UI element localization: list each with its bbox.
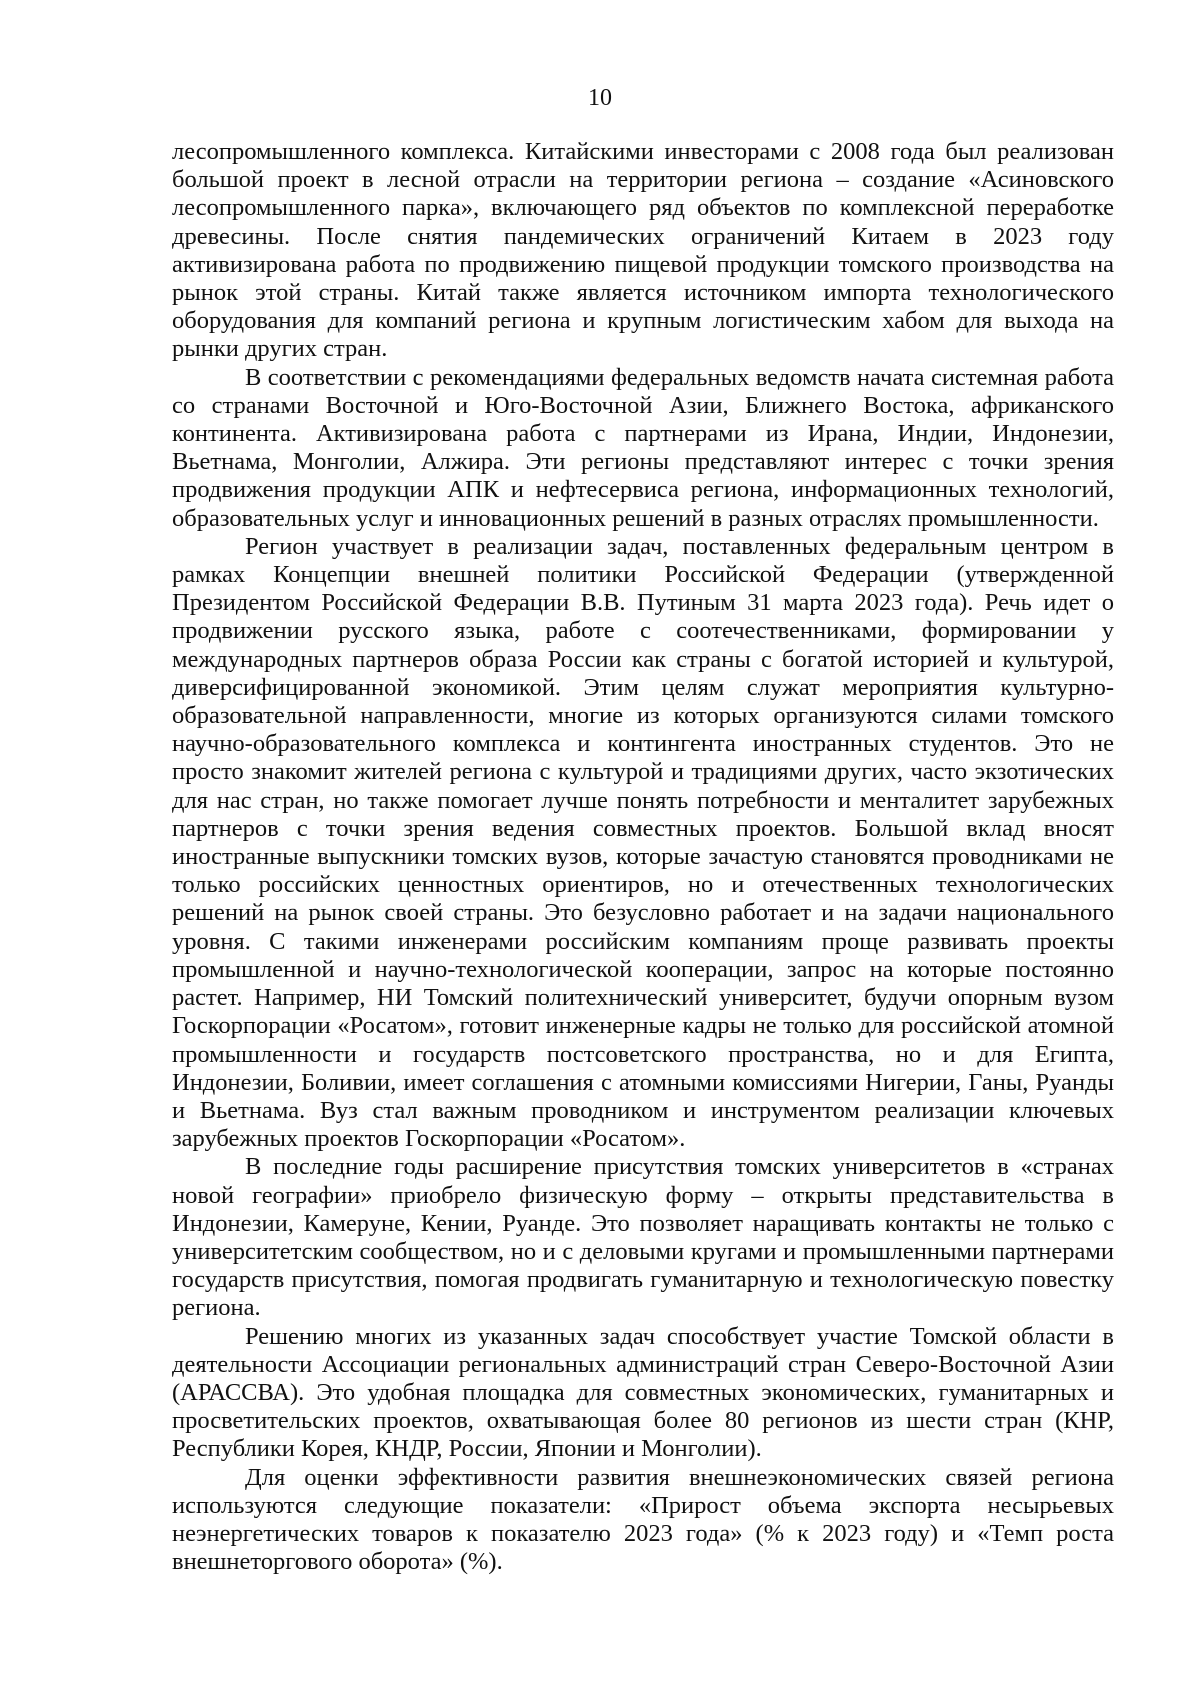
- page-number: 10: [588, 85, 612, 111]
- paragraph: Регион участвует в реализации задач, поставленных федеральным центром в рамках Концепции внешней политики Российской Федерации (утвержденной Президентом Российской Федерации В.В. Путиным 31 марта 2023 года). Речь идет о продвижении русского языка, работе с соотечественниками, формировании у международных партнеров образа России как страны с богатой историей и культурой, диверсифицированной экономикой. Этим целям служат мероприятия культурно-образовательной направленности, многие из которых организуются силами томского научно-образовательного комплекса и контингента иностранных студентов. Это не просто знакомит жителей региона с культурой и традициями других, часто экзотических для нас стран, но также помогает лучше понять потребности и менталитет зарубежных партнеров с точки зрения ведения совместных проектов. Большой вклад вносят иностранные выпускники томских вузов, которые зачастую становятся проводниками не только российских ценностных ориентиров, но и отечественных технологических решений на рынок своей страны. Это безусловно работает и на задачи национального уровня. С такими инженерами российским компаниям проще развивать проекты промышленной и научно-технологической кооперации, запрос на которые постоянно растет. Например, НИ Томский политехнический университет, будучи опорным вузом Госкорпорации «Росатом», готовит инженерные кадры не только для российской атомной промышленности и государств постсоветского пространства, но и для Египта, Индонезии, Боливии, имеет соглашения с атомными комиссиями Нигерии, Ганы, Руанды и Вьетнама. Вуз стал важным проводником и инструментом реализации ключевых зарубежных проектов Госкорпорации «Росатом».: [172, 532, 1114, 1153]
- paragraph-continuation: лесопромышленного комплекса. Китайскими инвесторами с 2008 года был реализован большой проект в лесной отрасли на территории региона – создание «Асиновского лесопромышленного парка», включающего ряд объектов по комплексной переработке древесины. После снятия пандемических ограничений Китаем в 2023 году активизирована работа по продвижению пищевой продукции томского производства на рынок этой страны. Китай также является источником импорта технологического оборудования для компаний региона и крупным логистическим хабом для выхода на рынки других стран.: [172, 138, 1114, 363]
- document-body: [172, 138, 1114, 1576]
- paragraph: В соответствии с рекомендациями федеральных ведомств начата системная работа со странами Восточной и Юго-Восточной Азии, Ближнего Востока, африканского континента. Активизирована работа с партнерами из Ирана, Индии, Индонезии, Вьетнама, Монголии, Алжира. Эти регионы представляют интерес с точки зрения продвижения продукции АПК и нефтесервиса региона, информационных технологий, образовательных услуг и инновационных решений в разных отраслях промышленности.: [172, 363, 1114, 532]
- paragraph: Для оценки эффективности развития внешнеэкономических связей региона используются следующие показатели: «Прирост объема экспорта несырьевых неэнергетических товаров к показателю 2023 года» (% к 2023 году) и «Темп роста внешнеторгового оборота» (%).: [172, 1463, 1114, 1576]
- paragraph: Решению многих из указанных задач способствует участие Томской области в деятельности Ассоциации региональных администраций стран Северо-Восточной Азии (АРАССВА). Это удобная площадка для совместных экономических, гуманитарных и просветительских проектов, охватывающая более 80 регионов из шести стран (КНР, Республики Корея, КНДР, России, Японии и Монголии).: [172, 1322, 1114, 1463]
- paragraph: В последние годы расширение присутствия томских университетов в «странах новой географии» приобрело физическую форму – открыты представительства в Индонезии, Камеруне, Кении, Руанде. Это позволяет наращивать контакты не только с университетским сообществом, но и с деловыми кругами и промышленными партнерами государств присутствия, помогая продвигать гуманитарную и технологическую повестку региона.: [172, 1153, 1114, 1322]
